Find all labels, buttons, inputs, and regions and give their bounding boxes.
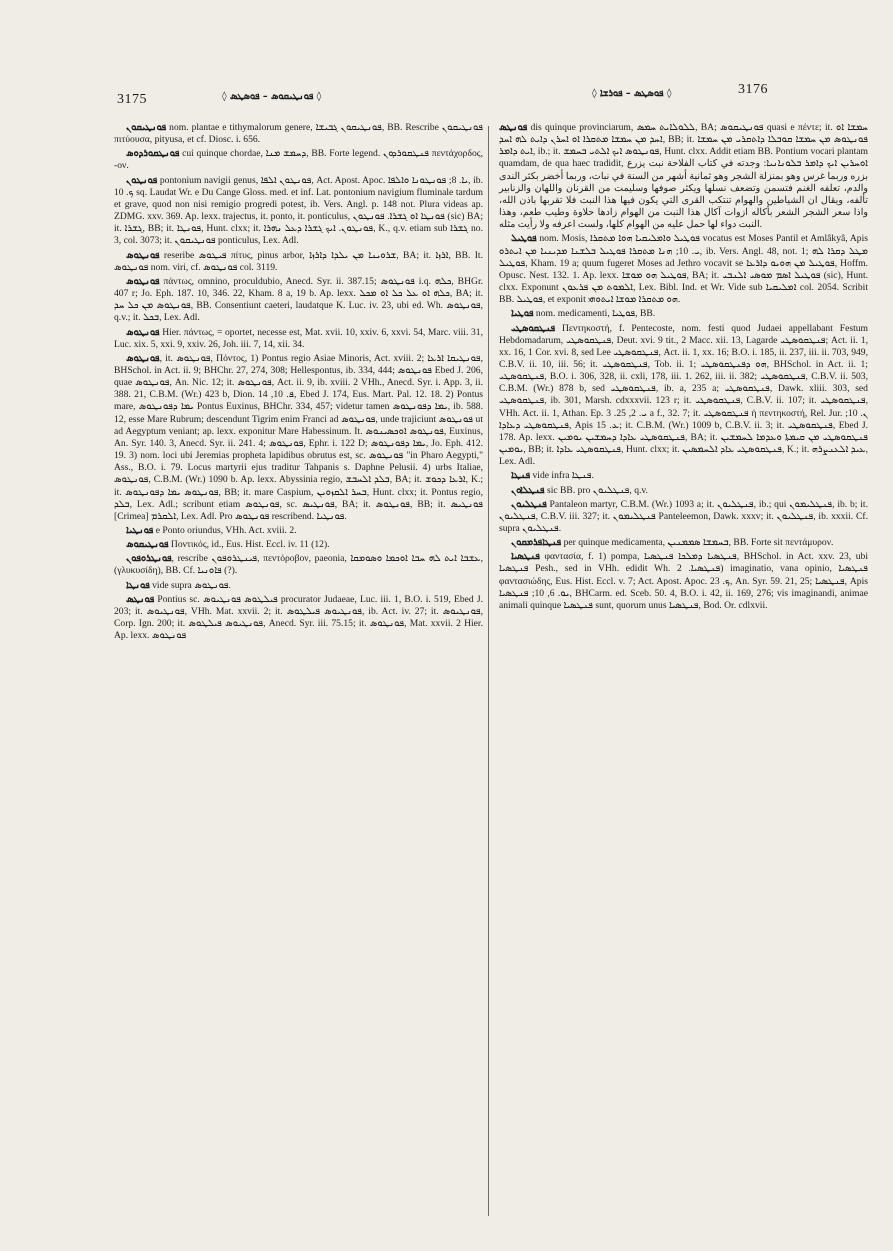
entry-text: Ποντικός, id., Eus. Hist. Eccl. iv. 11 (12). (168, 539, 330, 551)
entry-text: vide supra ܦܘܢܛܘܣ. (149, 579, 231, 591)
entry-text: dis quinque provinciarum, ܠܠܘܠܐܝܬ ܚܡܣ, BA; ܦܘܢܛܝܩܘܣ quasi e πέντε; it. ܚܡܫܐ ܐܘ ܐܚܕ ܡܢ ܚܡܫܐ ܡܬܩܪܐ ܐܘ ܐܚܪܢ ܕܐܝܬ ܠܗ ܐܚܕ, BB; it. ܦܘܢܛܘܣ ܡܢ ܚܡܫܐ ܩܘܒܠܐ ܕܐܬܩܪܝ ܡܢ ܚܡܫܐ ܐܝܬ ܕܐܡܪ, ib.; it. ܦܘܢܛܘܣ ܐܝܟ ܐܠܬܝ ܒܚܡܫ, Hunt. clxx. Addit etiam BB. Pontium vocari plantam quamdam, de qua haec tradidit, ܐܘܚܪܝܢ ܐܝܟ ܕܐܡܪ ܒܠܘܢܐܢܝܐ: وجدته في كتاب الفلاحة نبت يزرع بزره وربما غرس وهو بمنزلة الشجر وهو ثمانية أشهر من السنة في نبات، وربما أخضر بكثر الندى والدم، تعلفه الغنم فتسمن وتضعف نسلها ويكثر صوفها وسليمت من القرنان واللهان والزنابير تألفه، ويقال ان الشياطين والهوام تنتكب القرى التي يكون فيها هذا النبت فلا تقربها باذن الله، واذا سعر الشجر الشعر بأكاله ازوات آكال هذا النبت من الهوام زادها حلاوة وطيب طعم، وهذا النبت دواء لها حمل عليه من الهوام كلها، ولست اعرفه ولا رأيت مثله. (499, 122, 869, 231)
entry-headword: ܦܘܢܛܘܣ (126, 275, 160, 287)
entry-text: , it. ܦܘܢܛܘܣ, Πόντος, 1) Pontus regio Asiae Minoris, Act. xviii. 2; ܦܘܢܛܝܩܐ ܐܪܥܐ, BHSchol. in Act. ii. 9; BHChr. 27, 274, 308; Hellespontus, ib. 334, 444; ܦܘܢܛܘܣ Ebed J. 206, quae ܦܘܢܛܘܣ, An. Nic. 12; it. ܦܘܢܛܘܣ, Act. ii. 9, ib. xviii. 2 VHh., Anecd. Syr. i. App. 3, ii. 388. 21, C.B.M. (Wr.) 423 b, Dion. ܦ. 10, 14, Ebed J. 174, Eus. Mart. Pal. 12. 18. 2) Pontus mare, ܝܡܐ ܕܦܘܢܛܘܣ Pontus Euxinus, BHChr. 334, 457; videtur tamen ܝܡܐ ܕܦܘܢܛܘܣ, ib. 588. 12, esse Mare Rubrum; descendunt Tigrim enim Franci ad ܦܘܢܛܘܣ, unde trajiciunt ܦܘܢܛܘܣ ut ad Aegyptum veniant; ap. lexx. exponitur Mare Habessinum. It. ܦܘܢܛܘܣ ܐܘܟܣܝܢܘܣ, Euxinus, An. Syr. 140. 3, Anecd. Syr. ii. 241. 4; ܦܘܢܛܘܣ, Ephr. i. 122 D; ܝܡܐ ܕܦܘܢܛܘܣ, Jo. Eph. 412. 19. 3) nom. loci ubi Jeremias propheta lapidibus obrutus est, sc. ܦܘܢܛܘܣ "in Pharo Aegypti," Ass., B.O. i. 79. Locus martyrii ejus traditur Tahpanis s. Daphne Pelusii. 4) urbs Italiae, ܦܘܢܛܘܣ, C.B.M. (Wr.) 1090 b. Ap. lexx. Abyssinia regio, ܒܠܕ ܐܠܚܒܫ, BA; it. ܐܪܥܐ ܕܟܘܫ, K.; it. ܦܘܢܛܘܣ ܝܡܐ ܕܦܘܢܛܘܣ, BB; it. mare Caspium, ܒܚܪ ܐܠܩܙܘܝܢ, Hunt. clxx; it. Pontus regio, ܒܠܕ, Lex. Adl.; scribunt etiam ܦܘܢܛܘܣ, sc. ܦܘܢܛܝܣ, BA; it. ܦܘܢܛܘܣ, BB; it. ܦܘܢܛܝܣ [Crimea] ܐܠܩܪܡ, Lex. Adl. Pro ܦܘܢܛܘܣ rescribend. ܦܘܢܛܝܐ. (114, 352, 484, 522)
entry-headword: ܦܘܛܝܐ (511, 308, 534, 320)
dictionary-entry (499, 537, 868, 549)
entry-text: nom. Mosis, ܦܘܛܝܠ ܘܐܡܠܝܩܝܐ ܗܘܐ ܡܬܩܪܐ vocatus est Moses Pantil et Amlâkyâ, Apis ܝ. 10; ܗܢܐ ܡܬܩܪܐ ܦܘܛܝܠ ܒܠܫܢܐ ܡܕܝܢܝܐ ܡܢ ܐܝܬܪܘ, ib. Vers. Angl. 48, not. 1; ܡܛܠ ܕܩܪܐ ܠܗ ܦܘܛܝܠ, Kham. 19 a; quum fugeret Moses ad Jethro vocavit se ܦܘܛܝܠ ܡܢ ܗܘܝܘ ܕܐܪܥܐ, Hoffm. Opusc. Nest. 132. 1. Ap. lexx. ܦܘܛܝܠ ܗܘ ܡܘܫܐ, BA; it. ܦܘܛܝܠ ܐܣܡ ܡܘܣܝ ܐܠܢܒܝ (sic), Hunt. clxx. Exponunt ܐܠܡܘܬ ܡܢ ܦܪܥܘܢ, Lex. Bibl. Ind. et Wr. Vide sub ܐܡܠܝܩܝܐ col. 2054. Scribit BB. ܦܘܛܝܠ, et exponit ܗܘ ܡܬܩܪܐ ܡܘܫܐ ܐܝܬܘܗܝ. (499, 233, 869, 306)
entry-text: , rescribe ܦܝܢܛܪܘܦܘܢ, πεντόροβον, paeonia, ܥܫܒܐ ܐܝܬ ܠܗ ܚܒܐ ܐܘܟܡܐ ܘܣܘܡܩܐ, (γλυκυσίδη), BB. Cf. ܦܐܘܢܝܐ (?). (114, 553, 483, 577)
entry-headword: ܦܘܢܛܩܘܪܕܘܣ (126, 148, 180, 160)
dictionary-entry (114, 580, 483, 592)
dictionary-entry (114, 353, 483, 523)
entry-headword: ܦܢܛܣܝܐ (511, 551, 540, 563)
entry-text: φαντασία, f. 1) pompa, ܦܢܛܣܝܐ ܕܡܠܟܐ ܦܢܛܣܝܐ, BHSchol. in Act. xxv. 23, ubi ܦܢܛܣܝܐ Pesh., sed in VHh. edidit Wh. ܦܢܛܣܝܐ. 2) imaginatio, vana opinio, ܦܢܛܣܝܐ φαντασιώδης, Eus. Hist. Eccl. v. 7; Act. Apost. Apoc. ܟ. 23, An. Syr. 59. 21, 25; ܦܢܛܣܝܐ, Apis ܝܘ. 6, 10; ܦܢܛܣܝܐ, BHCarm. ed. Sceb. 50. 4, B.O. i. 42, ii. 169, 276; vis imaginandi, animae animali quinque ܦܢܛܣܝܐ sunt, quorum unus ܦܢܛܣܝܐ, Bod. Or. cdlxvii. (499, 551, 869, 611)
right-page-number: 3176 (738, 82, 768, 97)
entry-headword: ܦܘܢܛܣ (126, 593, 155, 605)
dictionary-entry (499, 308, 868, 320)
entry-headword: ܦܢܛܩܘܣܛܝ (511, 322, 556, 334)
entry-headword: ܦܢܛܠܝܘܢ (511, 498, 547, 510)
entry-text: Pontius sc. ܦܝܠܛܘܣ ܦܘܢܛܝܘܣ procurator Judaeae, Luc. iii. 1, B.O. i. 519, Ebed J. 203; it. ܦܘܢܛܝܘܣ, VHh. Mat. xxvii. 2; it. ܦܘܢܛܝܘܣ ܦܝܠܛܘܣ, ib. Act. iv. 27; it. ܦܘܢܛܝܘܣ, Corp. Ign. 200; it. ܦܘܢܛܝܘܣ ܦܝܠܛܘܣ, Anecd. Syr. iii. 75.15; it. ܦܘܢܛܘܣ, Mat. xxvii. 2 Hier. Ap. lexx. ܦܘܢܛܘܣ (114, 593, 483, 642)
right-running-head: ◊ ܦܘܣܛܣ – ܦܘܪܫܐ ◊ (592, 88, 672, 99)
dictionary-entry (114, 122, 483, 146)
dictionary-entry (499, 485, 868, 497)
entry-headword: ܦܘܢܛܘܣ (126, 326, 160, 338)
entry-headword: ܦܘܢܛܪܘܦܘܢ (126, 553, 172, 565)
entry-headword: ܦܢܛܐܦܪܡܩܘܢ (511, 537, 562, 549)
entry-headword: ܦܘܢܛܝܩܘܢ (126, 122, 167, 133)
entry-text: e Ponto oriundus, VHh. Act. xviii. 2. (153, 525, 297, 536)
right-column (499, 122, 868, 614)
entry-headword: ܦܘܢܛܘܣ (126, 352, 160, 364)
dictionary-entry (114, 175, 483, 248)
entry-headword: ܦܢܛܐ (511, 470, 531, 482)
entry-text: reseribe ܦܝܛܘܣ πίτυς, pinus arbor, ܫܪܘܝܢܐ ܡܢ ܝܠܕܐ ܕܐܪܙܐ, BA; it. ܐܪܙܐ, BB. It. ܦܘܢܛܘܣ nom. viri, cf. ܦܘܢܛܘܣ col. 3119. (114, 249, 483, 273)
entry-text: Pantaleon martyr, C.B.M. (Wr.) 1093 a; it. ܦܢܛܠܝܘܢ, ib.; qui ܦܢܛܠܝܡܘܢ, ib. b; it. ܦܢܛܠܝܘܢ, C.B.V. iii. 327; it. ܦܢܛܠܝܡܘܢ Panteleemon, Dawk. xxxv; it. ܦܢܛܠܝܘܢ, ib. xxxii. Cf. supra ܦܢܛܠܝܘܢ. (499, 498, 868, 534)
entry-text: vide infra ܦܢܛܐ. (530, 470, 594, 482)
entry-text: sic BB. pro ܦܢܛܠܝܘܢ, q.v. (544, 484, 648, 496)
entry-text: nom. plantae e tithymalorum genere, ܦܘܢܛܝܩܘܢ ܓܒܝܫܐ, BB. Rescribe ܦܘܢܛܝܩܘܢ πιτύουσα, pityusa, et cf. Diosc. i. 656. (114, 122, 484, 146)
dictionary-entry (114, 276, 483, 325)
dictionary-entry (114, 553, 483, 577)
dictionary-entry (114, 327, 483, 351)
entry-text: nom. medicamenti, ܦܘܛܝܐ, BB. (533, 308, 656, 320)
left-page-number: 3175 (117, 92, 147, 107)
dictionary-entry (499, 551, 868, 612)
dictionary-entry (499, 122, 868, 231)
entry-text: per quinque medicamenta, ܒܚܡܫܐ ܣܡܡܢܝܢ, BB. Forte sit πεντάμυρον. (561, 537, 834, 549)
column-divider (488, 126, 489, 1216)
dictionary-entry (114, 539, 483, 551)
dictionary-entry (499, 323, 868, 469)
dictionary-entry (499, 470, 868, 482)
entry-text: πάντως, omnino, proculdubio, Anecd. Syr. ii. 387.15; ܦܘܢܛܘܣ i.q. ܟܠܗ, BHGr. 407 r; Jo. Eph. 187. 10, 346. 22, Kham. 8 a, 19 b. Ap. lexx. ܟܠܗ ܐܘ ܥܠ ܟܠ ܐܘ ܡܟܠ, BA; it. ܦܘܢܛܘܣ ܡܢ ܟܠ ܚܕ, BB. Consentiunt caeteri, laudatque K. Luc. iv. 23, ubi ed. Wh. ܦܘܢܛܘܣ, q.v.; it. ܒܟܠ, Lex. Adl. (114, 275, 484, 324)
dictionary-entry (114, 148, 483, 172)
entry-headword: ܦܢܛܠܐܘܢ (511, 484, 545, 496)
left-running-head: ◊ ܦܘܢܛܝܩܘܣ – ܦܘܣܛܣ ◊ (222, 91, 322, 102)
entry-headword: ܦܘܢܛܘܢ (126, 174, 158, 186)
entry-text: Πεντηκοστή, f. Pentecoste, nom. festi quod Judaei appellabant Festum Hebdomadarum, ܦܢܛܩܘܣܛܝ, Deut. xvi. 9 tit., 2 Macc. xii. 13, Lagarde ܦܢܛܩܘܣܛܝ; Act. ii. 1, xx. 16, 1 Cor. xvi. 8, sed Lee ܦܢܛܩܘܣܛܝ, Act. ii. 1, xx. 16; B.O. i. 185, ii. 237, iii. ii. 703, 949, C.B.V. ii. 10, iii. 56; it. ܦܢܛܩܘܣܛܝ, Tob. ii. 1; ܗܘ ܕܦܢܛܩܘܣܛܝ, BHSchol. in Act. ii. 1; ܦܢܛܩܘܣܛܝ, B.O. i. 306, 328, ii. cxli, 178, iii. 1. 262, iii. ii. 382; ܦܢܛܩܘܣܛܝ, C.B.V. ii. 503, C.B.M. (Wr.) 878 b, sed ܦܢܛܩܘܣܛܝ, ib. a, 235 a; ܦܢܛܩܘܣܛܝ, Dawk. xliii. 303, sed ܦܢܛܩܘܣܛܝ, ib. 301, Marsh. cdxxxvii. 123 r; it. ܦܢܛܩܘܣܛܝ, C.B.V. ii. 107; it. ܦܢܛܩܘܣܛܝ, VHh. Act. ii. 1, Athan. Ep. ܝ. 2, 25. 3 a f., 32. 7; it. ܦܢܛܩܘܣܛܝ ἡ πεντηκοστή, Rel. Jur. ܢ. 10; ܦܢܛܩܘܣܛܝ ܕܥܐܕܐ, Apis ܥ. 15; it. C.B.M. (Wr.) 1009 b, C.B.V. ii. 3; it. ܦܢܛܩܘܣܛܝ, Ebed J. 178. Ap. lexx. ܦܢܛܩܘܣܛܝ ܥܐܕܐ ܕܚܡܫܝܢ ܝܘܡܝܢ, BA; it. ܦܢܛܩܘܣܛܝ ܡܢ ܩܝܡܬܐ ܘܥܕܡܐ ܠܚܡܫܝܢ ܝܘܡܝܢ, BB; it. ܦܢܛܩܘܣܛܝ ܥܐܕܐ, Hunt. clxx; it. ܦܢܛܩܘܣܛܝ ܥܐܕ ܐܠܚܡܣܝܢ, K.; it. ܥܝܕ ܐܠܥܢܨܪܗ, Lex. Adl. (499, 322, 869, 468)
dictionary-entry (499, 499, 868, 535)
entry-headword: ܦܘܢܛܝܐ (126, 525, 154, 536)
entry-headword: ܦܘܢܛܘܣ (126, 249, 160, 261)
entry-headword: ܦܘܛܝܠ (511, 233, 537, 245)
entry-headword: ܦܘܢܛܝܩܘܣ (126, 539, 169, 551)
dictionary-entry (114, 250, 483, 274)
entry-headword: ܦܘܢܛܐ (126, 579, 150, 591)
entry-text: cui quinque chordae, ܕܚܡܫ ܡܢܐ, BB. Forte legend. ܦܢܛܩܘܪܕܘܢ πεντάχορδος, -ον. (114, 148, 483, 172)
dictionary-entry (114, 594, 483, 643)
dictionary-entry (499, 233, 868, 306)
left-column (114, 122, 483, 644)
entry-text: pontonium navigii genus, ܦܘܢܛܘܢ ܐܠܦܐ, Act. Apost. Apoc. ܝܐ. 8; ܦܘܢܛܘܢܐ ܘܐܠܦܐ, ib. ܟ. 10 sq. Laudat Wr. e Du Cange Gloss. med. et inf. Lat. pontonium navigium fluminale tardum et grave, quod non nisi remigio progredi potest, ib. Vers. Angl. p. 148 not. Plura videas ap. ZDMG. xxv. 369. Ap. lexx. trajectus, it. ponto, it. ponticulus, ܦܘܢܛܐ ܐܘ ܓܫܪܐ. ܦܘܢܛܘܢ (sic) BA; it. ܓܫܪܐ, BB; it. ܦܘܢܛܐ, Hunt. clxx; it. ܦܘܢܛܘܢ. ܐܝܟ ܓܫܪܐ ܕܥܠ ܢܗܪܐ, K., q.v. etiam sub ܓܫܪܐ no. 3, col. 3073; it. ܦܘܢܛܝܩܘܢ ponticulus, Lex. Adl. (114, 174, 484, 247)
dictionary-entry (114, 525, 483, 537)
entry-headword: ܦܘܢܛܣ (499, 122, 528, 133)
entry-text: Hier. πάντως, = oportet, necesse est, Mat. xvii. 10, xxiv. 6, xxvi. 54, Marc. viii. 31, Luc. xix. 5, xxi. 9, xxiv. 26, Joh. iii. 7, 14, xii. 34. (114, 326, 483, 350)
